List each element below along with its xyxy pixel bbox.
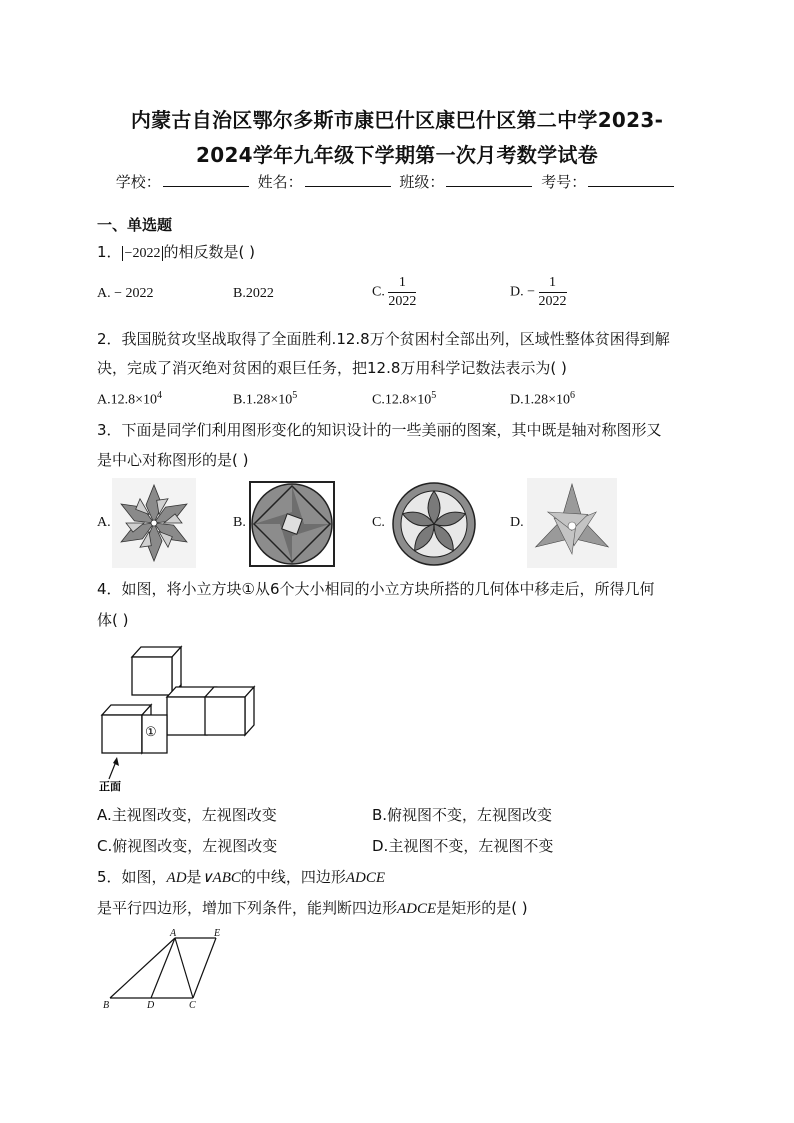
exam-no-blank[interactable]: [588, 172, 674, 187]
fraction-numerator: 1: [388, 274, 416, 293]
point-c-label: C: [189, 1000, 196, 1011]
school-label: 学校：: [115, 173, 161, 191]
question-2-option-b: [233, 390, 297, 409]
fraction-denominator: 2022: [388, 294, 417, 309]
question-4-option-a: A.主视图改变，左视图改变: [97, 806, 277, 824]
option-base: C.12.8×10: [372, 392, 432, 408]
class-label: 班级：: [399, 173, 445, 191]
absolute-value-expression: −2022: [122, 246, 164, 261]
class-blank[interactable]: [446, 172, 532, 187]
question-1-stem-tail: 的相反数是( ): [163, 243, 255, 261]
point-e-label: E: [214, 928, 221, 939]
question-1-option-d: [510, 274, 567, 311]
question-4-option-d: D.主视图不变，左视图不变: [372, 837, 554, 855]
point-a-label: A: [170, 928, 177, 939]
question-5-line-2: [97, 893, 528, 924]
exam-no-label: 考号：: [541, 173, 587, 191]
section-heading: 一、单选题: [97, 216, 173, 234]
front-view-label: 正面: [99, 780, 121, 793]
question-2-line-1: 2．我国脱贫攻坚战取得了全面胜利.12.8万个贫困村全部出列，区域性整体贫困得到解: [97, 330, 670, 348]
triangle-abc: ∨ABC: [201, 870, 241, 886]
option-base: A.12.8×10: [97, 392, 158, 408]
question-3-option-d-label: D.: [510, 515, 524, 530]
parallelogram-figure: [100, 928, 230, 1012]
question-3-option-b-label: B.: [233, 515, 246, 530]
option-d-prefix: D. −: [510, 284, 536, 300]
option-exponent: 6: [570, 390, 576, 401]
question-2-line-2: 决，完成了消灭绝对贫困的艰巨任务，把12.8万用科学记数法表示为( ): [97, 359, 567, 377]
option-base: B.1.28×10: [233, 392, 293, 408]
question-3-option-a-label: A.: [97, 515, 111, 530]
quadrilateral-adce: ADCE: [397, 901, 437, 917]
cube-stack-figure: [95, 645, 265, 795]
title-line-1: 内蒙古自治区鄂尔多斯市康巴什区康巴什区第二中学2023-: [130, 108, 664, 132]
option-base: D.1.28×10: [510, 392, 571, 408]
point-b-label: B: [103, 1000, 110, 1011]
q5-text-c: 的中线，四边形: [240, 868, 346, 886]
question-4-line-1: 4．如图，将小立方块①从6个大小相同的小立方块所搭的几何体中移走后，所得几何: [97, 580, 655, 598]
pattern-b-figure: [249, 481, 335, 567]
option-c-prefix: C.: [372, 284, 385, 300]
question-2-option-d: [510, 390, 575, 409]
option-exponent: 4: [157, 390, 163, 401]
q5-text-a: 5．如图，: [97, 868, 167, 886]
cube-mark-label: ①: [145, 724, 157, 739]
question-1-option-a: A. − 2022: [97, 286, 154, 301]
question-3-option-c-label: C.: [372, 515, 385, 530]
segment-ad: AD: [166, 870, 187, 886]
question-2-option-c: [372, 390, 436, 409]
question-4-line-2: 体( ): [97, 611, 129, 629]
question-2-option-a: [97, 390, 162, 409]
question-1-stem: [97, 237, 255, 269]
q5-text-b: 是: [186, 868, 202, 886]
name-blank[interactable]: [305, 172, 391, 187]
q5-text-d: 是平行四边形，增加下列条件，能判断四边形: [97, 899, 398, 917]
student-info-line: [0, 171, 794, 192]
question-number: 1．: [97, 243, 122, 261]
question-3-line-2: 是中心对称图形的是( ): [97, 451, 249, 469]
question-1-option-b: B.2022: [233, 286, 274, 301]
fraction: [388, 274, 416, 311]
quadrilateral-adce: ADCE: [345, 870, 386, 886]
pattern-a-figure: [112, 478, 196, 568]
question-3-line-1: 3．下面是同学们利用图形变化的知识设计的一些美丽的图案，其中既是轴对称图形又: [97, 421, 662, 439]
question-4-option-c: C.俯视图改变，左视图改变: [97, 837, 278, 855]
option-exponent: 5: [292, 390, 298, 401]
q5-text-e: 是矩形的是( ): [436, 899, 528, 917]
fraction-denominator: 2022: [538, 294, 567, 309]
point-d-label: D: [147, 1000, 155, 1011]
pattern-c-figure: [391, 481, 477, 567]
name-label: 姓名：: [257, 173, 303, 191]
option-exponent: 5: [431, 390, 437, 401]
fraction-numerator: 1: [539, 274, 567, 293]
question-5-line-1: [97, 862, 385, 893]
question-4-option-b: B.俯视图不变，左视图改变: [372, 806, 553, 824]
question-1-option-c: [372, 274, 416, 311]
title-line-2: 2024学年九年级下学期第一次月考数学试卷: [196, 143, 598, 167]
pattern-d-figure: [527, 478, 617, 568]
school-blank[interactable]: [163, 172, 249, 187]
fraction: [539, 274, 567, 311]
